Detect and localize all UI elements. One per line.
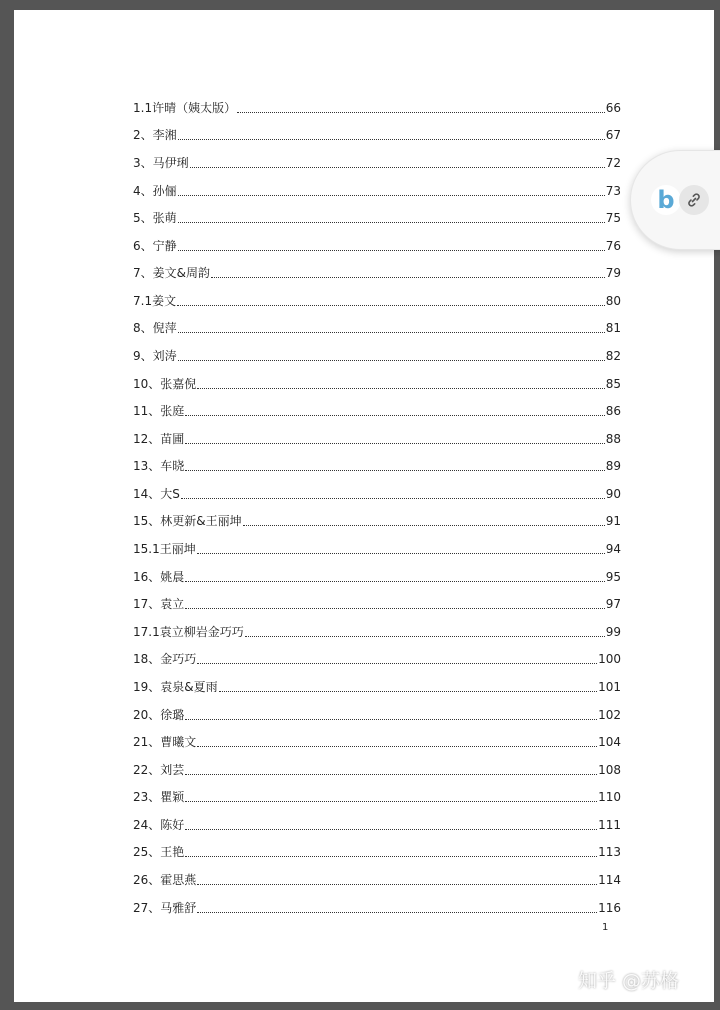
toc-entry-label: 13、车晓 — [133, 459, 185, 474]
toc-entry[interactable] — [133, 673, 621, 701]
page-number: 1 — [602, 922, 609, 933]
toc-entry-label: 3、马伊琍 — [133, 155, 189, 170]
toc-entry[interactable] — [133, 397, 621, 425]
toc-dot-leader — [197, 745, 597, 747]
link-icon[interactable] — [679, 185, 709, 215]
toc-entry-label: 27、马雅舒 — [133, 900, 197, 915]
toc-entry[interactable] — [133, 839, 621, 867]
toc-entry[interactable] — [133, 728, 621, 756]
toc-dot-leader — [185, 442, 604, 444]
toc-entry-label: 5、张萌 — [133, 211, 177, 226]
floating-share-widget — [630, 150, 720, 250]
toc-dot-leader — [178, 138, 605, 140]
toc-entry[interactable] — [133, 894, 621, 922]
toc-entry[interactable] — [133, 646, 621, 674]
toc-entry-page: 90 — [605, 486, 621, 501]
toc-entry[interactable] — [133, 563, 621, 591]
toc-entry-page: 102 — [598, 707, 621, 722]
b-logo-icon[interactable]: b — [651, 185, 681, 215]
toc-dot-leader — [178, 194, 605, 196]
toc-entry-label: 22、刘芸 — [133, 762, 185, 777]
toc-entry-page: 75 — [605, 211, 621, 226]
toc-entry-label: 17.1袁立柳岩金巧巧 — [133, 624, 244, 639]
toc-dot-leader — [181, 497, 605, 499]
toc-entry[interactable] — [133, 618, 621, 646]
toc-entry-page: 94 — [605, 542, 621, 557]
toc-entry-label: 9、刘涛 — [133, 348, 177, 363]
toc-entry-page: 104 — [598, 735, 621, 750]
toc-entry-label: 23、瞿颖 — [133, 790, 185, 805]
toc-entry-label: 1.1许晴（姨太版） — [133, 100, 237, 115]
toc-entry-label: 7.1姜文 — [133, 293, 177, 308]
toc-dot-leader — [185, 414, 604, 416]
toc-entry-page: 88 — [605, 431, 621, 446]
toc-entry-page: 99 — [605, 624, 621, 639]
toc-entry-label: 12、苗圃 — [133, 431, 185, 446]
toc-entry[interactable] — [133, 866, 621, 894]
toc-entry[interactable] — [133, 342, 621, 370]
toc-entry[interactable] — [133, 149, 621, 177]
toc-entry[interactable] — [133, 122, 621, 150]
toc-entry[interactable] — [133, 701, 621, 729]
toc-dot-leader — [185, 469, 604, 471]
toc-dot-leader — [197, 911, 597, 913]
toc-entry[interactable] — [133, 756, 621, 784]
toc-entry-label: 20、徐璐 — [133, 707, 185, 722]
watermark: 知乎 @苏格 — [578, 970, 680, 992]
toc-entry[interactable] — [133, 535, 621, 563]
toc-dot-leader — [245, 635, 605, 637]
toc-entry-page: 97 — [605, 597, 621, 612]
toc-entry-label: 17、袁立 — [133, 597, 185, 612]
toc-dot-leader — [197, 387, 604, 389]
toc-entry[interactable] — [133, 370, 621, 398]
toc-dot-leader — [177, 304, 605, 306]
toc-entry[interactable] — [133, 783, 621, 811]
toc-entry-page: 91 — [605, 514, 621, 529]
toc-dot-leader — [243, 524, 605, 526]
toc-entry-page: 100 — [598, 652, 621, 667]
toc-entry-label: 15、林更新&王丽坤 — [133, 514, 242, 529]
toc-entry-label: 8、倪萍 — [133, 321, 177, 336]
toc-entry-page: 95 — [605, 569, 621, 584]
toc-dot-leader — [197, 552, 605, 554]
table-of-contents — [133, 94, 621, 921]
toc-entry-page: 114 — [598, 872, 621, 887]
toc-entry[interactable] — [133, 287, 621, 315]
toc-entry[interactable] — [133, 811, 621, 839]
toc-entry-label: 15.1王丽坤 — [133, 542, 196, 557]
toc-dot-leader — [219, 690, 597, 692]
toc-dot-leader — [178, 359, 605, 361]
toc-dot-leader — [197, 883, 597, 885]
toc-dot-leader — [185, 800, 597, 802]
toc-dot-leader — [237, 111, 605, 113]
toc-entry-label: 4、孙俪 — [133, 183, 177, 198]
toc-dot-leader — [190, 166, 605, 168]
toc-entry-label: 16、姚晨 — [133, 569, 185, 584]
toc-entry-page: 72 — [605, 155, 621, 170]
toc-dot-leader — [178, 221, 605, 223]
toc-entry-page: 108 — [598, 762, 621, 777]
toc-entry-page: 79 — [605, 266, 621, 281]
toc-entry-page: 101 — [598, 679, 621, 694]
toc-entry[interactable] — [133, 480, 621, 508]
toc-entry-label: 24、陈好 — [133, 817, 185, 832]
toc-entry-page: 85 — [605, 376, 621, 391]
toc-dot-leader — [185, 580, 604, 582]
toc-entry-label: 14、大S — [133, 486, 180, 501]
toc-entry[interactable] — [133, 315, 621, 343]
toc-entry-page: 111 — [598, 817, 621, 832]
toc-entry-page: 82 — [605, 348, 621, 363]
toc-entry-label: 21、曹曦文 — [133, 735, 197, 750]
toc-dot-leader — [185, 828, 597, 830]
toc-dot-leader — [185, 855, 597, 857]
toc-entry-page: 66 — [605, 100, 621, 115]
toc-entry[interactable] — [133, 425, 621, 453]
toc-entry-label: 11、张庭 — [133, 404, 185, 419]
toc-entry[interactable] — [133, 259, 621, 287]
toc-entry-label: 7、姜文&周韵 — [133, 266, 210, 281]
toc-entry-label: 2、李湘 — [133, 128, 177, 143]
toc-entry-page: 113 — [598, 845, 621, 860]
toc-entry-page: 116 — [598, 900, 621, 915]
toc-entry[interactable] — [133, 508, 621, 536]
toc-entry-label: 25、王艳 — [133, 845, 185, 860]
toc-entry-label: 6、宁静 — [133, 238, 177, 253]
toc-entry[interactable] — [133, 590, 621, 618]
toc-entry-page: 80 — [605, 293, 621, 308]
toc-entry-label: 19、袁泉&夏雨 — [133, 679, 218, 694]
toc-dot-leader — [211, 276, 605, 278]
toc-entry-page: 86 — [605, 404, 621, 419]
toc-entry-label: 26、霍思燕 — [133, 872, 197, 887]
toc-entry[interactable] — [133, 232, 621, 260]
toc-entry[interactable] — [133, 94, 621, 122]
toc-entry-label: 10、张嘉倪 — [133, 376, 197, 391]
toc-entry-page: 73 — [605, 183, 621, 198]
toc-entry[interactable] — [133, 453, 621, 481]
toc-entry[interactable] — [133, 204, 621, 232]
document-page — [14, 10, 714, 1002]
toc-dot-leader — [178, 331, 605, 333]
toc-dot-leader — [197, 662, 597, 664]
toc-entry-label: 18、金巧巧 — [133, 652, 197, 667]
toc-dot-leader — [185, 607, 604, 609]
toc-dot-leader — [185, 773, 597, 775]
toc-entry-page: 89 — [605, 459, 621, 474]
toc-entry[interactable] — [133, 177, 621, 205]
toc-entry-page: 81 — [605, 321, 621, 336]
toc-dot-leader — [178, 249, 605, 251]
toc-entry-page: 110 — [598, 790, 621, 805]
toc-entry-page: 67 — [605, 128, 621, 143]
toc-entry-page: 76 — [605, 238, 621, 253]
toc-dot-leader — [185, 718, 597, 720]
